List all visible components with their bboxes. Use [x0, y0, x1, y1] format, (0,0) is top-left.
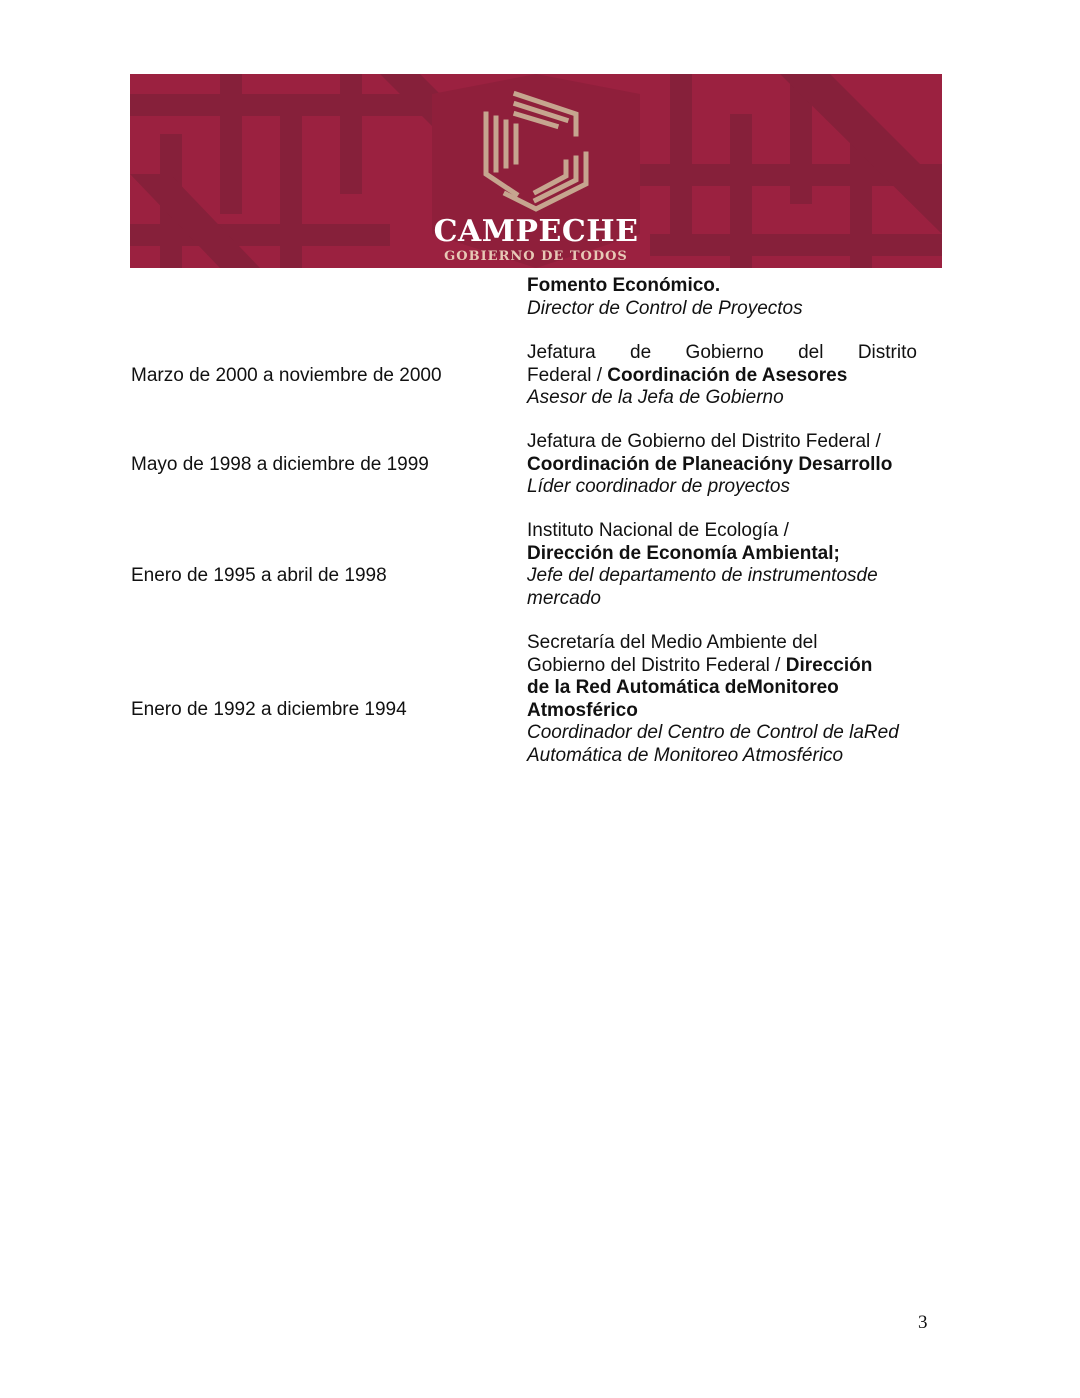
entry-date: Enero de 1992 a diciembre 1994: [131, 699, 407, 720]
entry-date: Marzo de 2000 a noviembre de 2000: [131, 365, 442, 386]
entry-role: Jefe del departamento de instrumentosde: [527, 565, 878, 586]
org-department: Dirección: [785, 654, 873, 676]
experience-entry: [527, 342, 917, 410]
org-word: Jefatura: [527, 342, 596, 363]
page-number: 3: [918, 1312, 928, 1333]
org-department: de la Red Automática deMonitoreo: [527, 677, 839, 698]
org-text: Gobierno del Distrito Federal /: [527, 654, 786, 676]
org-department: Coordinación de Planeacióny Desarrollo: [527, 453, 893, 475]
experience-entry: [527, 632, 917, 767]
entry-role: Líder coordinador de proyectos: [527, 476, 790, 497]
logo-title: CAMPECHE: [433, 214, 639, 249]
org-word: Distrito: [857, 342, 917, 363]
entry-role: Asesor de la Jefa de Gobierno: [527, 387, 784, 408]
experience-entry: [527, 431, 917, 499]
organization-line: [527, 342, 917, 365]
intro-entry: [527, 275, 917, 320]
header-banner: [130, 74, 942, 268]
organization-line: [527, 655, 917, 678]
org-word: de: [630, 342, 652, 363]
org-department: Atmosférico: [527, 699, 638, 721]
experience-entry: [527, 520, 917, 610]
organization-line: Instituto Nacional de Ecología /: [527, 520, 789, 541]
logo-subtitle: GOBIERNO DE TODOS: [444, 249, 628, 264]
organization-line: Secretaría del Medio Ambiente del: [527, 632, 818, 653]
org-department: Coordinación de Asesores: [607, 364, 848, 386]
entry-date: Mayo de 1998 a diciembre de 1999: [131, 454, 429, 475]
organization-line: Jefatura de Gobierno del Distrito Federal /: [527, 431, 881, 452]
org-department: Dirección de Economía Ambiental;: [527, 542, 840, 564]
intro-organization: Fomento Económico.: [527, 275, 721, 296]
org-word: del: [798, 342, 824, 363]
entry-date: Enero de 1995 a abril de 1998: [131, 565, 387, 586]
entry-role: mercado: [527, 587, 601, 609]
entry-role: Coordinador del Centro de Control de laRed: [527, 722, 899, 743]
intro-role: Director de Control de Proyectos: [527, 297, 803, 319]
org-text: Federal /: [527, 364, 608, 386]
org-word: Gobierno: [685, 342, 764, 363]
entry-role: Automática de Monitoreo Atmosférico: [527, 744, 844, 766]
organization-line: [527, 365, 917, 388]
